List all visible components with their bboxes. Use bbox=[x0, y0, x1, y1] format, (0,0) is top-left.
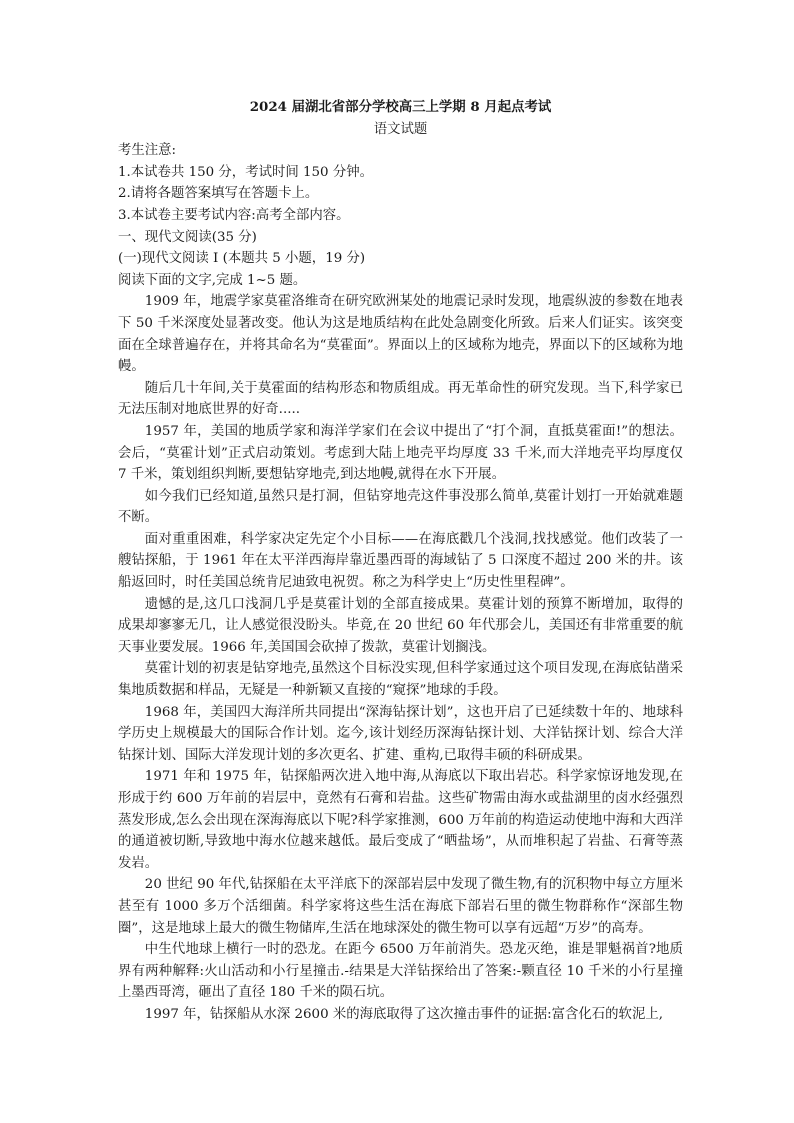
passage-paragraph: 遗憾的是,这几口浅洞几乎是莫霍计划的全部直接成果。莫霍计划的预算不断增加，取得的成果却寥寥无几，让人感觉很没盼头。毕竟,在 20 世纪 60 年代那会儿，美国还有非常重要的航天事业要发展。1966 年,美国国会砍掉了拨款，莫霍计划搁浅。 bbox=[118, 596, 683, 655]
passage-paragraph: 随后几十年间,关于莫霍面的结构形态和物质组成。再无革命性的研究发现。当下,科学家已无法压制对地底世界的好奇..... bbox=[118, 380, 683, 418]
section-subheading: (一)现代文阅读 I (本题共 5 小题，19 分) bbox=[118, 251, 366, 267]
passage-paragraph: 面对重重困难，科学家决定先定个小目标——在海底戳几个浅洞,找找感觉。他们改装了一艘钻探船，于 1961 年在太平洋西海岸靠近墨西哥的海域钻了 5 口深度不超过 200 米的井。该船返回时，时任美国总统肯尼迪致电祝贺。称之为科学史上“历史性里程碑”。 bbox=[118, 531, 683, 591]
passage-paragraph: 1968 年，美国四大海洋所共同提出“深海钻探计划”，这也开启了已延续数十年的、地球科学历史上规模最大的国际合作计划。迄今,该计划经历深海钻探计划、大洋钻探计划、综合大洋钻探计划、国际大洋发现计划的多次更名、扩建、重构,已取得丰硕的科研成果。 bbox=[118, 704, 683, 763]
passage-paragraph: 如今我们已经知道,虽然只是打洞，但钻穿地壳这件事没那么简单,莫霍计划打一开始就难题不断。 bbox=[118, 488, 683, 526]
notice-item: 2.请将各题答案填写在答题卡上。 bbox=[118, 186, 319, 202]
notice-item: 3.本试卷主要考试内容:高考全部内容。 bbox=[118, 207, 350, 223]
passage-paragraph: 1957 年，美国的地质学家和海洋学家们在会议中提出了“打个洞，直抵莫霍面!”的想法。会后，“莫霍计划”正式启动策划。考虑到大陆上地壳平均厚度 33 千米,而大洋地壳平均厚度仅 7 千米，策划组织判断,要想钻穿地壳,到达地幔,就得在水下开展。 bbox=[118, 423, 683, 483]
exam-subtitle: 语文试题 bbox=[373, 121, 428, 137]
exam-title: 2024 届湖北省部分学校高三上学期 8 月起点考试 bbox=[249, 99, 552, 115]
passage-paragraph: 1909 年，地震学家莫霍洛维奇在研究欧洲某处的地震记录时发现，地震纵波的参数在地表下 50 千米深度处显著改变。他认为这是地质结构在此处急剧变化所致。后来人们证实。该突变面在全球普遍存在，并将其命名为“莫霍面”。界面以上的区域称为地壳，界面以下的区域称为地幔。 bbox=[118, 294, 683, 375]
passage-paragraph: 莫霍计划的初衷是钻穿地壳,虽然这个目标没实现,但科学家通过这个项目发现,在海底钻凿采集地质数据和样品，无疑是一种新颖又直接的“窥探”地球的手段。 bbox=[118, 661, 683, 699]
section-heading: 一、现代文阅读(35 分) bbox=[118, 229, 257, 245]
exam-page bbox=[118, 97, 683, 1026]
passage-paragraph: 中生代地球上横行一时的恐龙。在距今 6500 万年前消失。恐龙灭绝，谁是罪魁祸首?地质界有两种解释:火山活动和小行星撞击.-结果是大洋钻探给出了答案:-颗直径 10 千米的小行星撞上墨西哥湾，砸出了直径 180 千米的陨石坑。 bbox=[118, 942, 683, 1001]
passage-paragraph: 20 世纪 90 年代,钻探船在太平洋底下的深部岩层中发现了微生物,有的沉积物中每立方厘米甚至有 1000 多万个活细菌。科学家将这些生活在海底下部岩石里的微生物群称作“深部生物圈”，这是地球上最大的微生物储库,生活在地球深处的微生物可以享有远超“万岁”的高寿。 bbox=[118, 877, 683, 936]
notice-item: 1.本试卷共 150 分，考试时间 150 分钟。 bbox=[118, 164, 373, 180]
passage-paragraph: 1971 年和 1975 年，钻探船两次进入地中海,从海底以下取出岩芯。科学家惊讶地发现,在形成于约 600 万年前的岩层中，竟然有石膏和岩盐。这些矿物需由海水或盐湖里的卤水经强烈蒸发形成,怎么会出现在深海海底以下呢?科学家推测，600 万年前的构造运动使地中海和大西洋的通道被切断,导致地中海水位越来越低。最后变成了“晒盐场”，从而堆积起了岩盐、石膏等蒸发岩。 bbox=[118, 769, 683, 871]
section-instruction: 阅读下面的文字,完成 1~5 题。 bbox=[118, 272, 307, 288]
passage-paragraph: 1997 年，钻探船从水深 2600 米的海底取得了这次撞击事件的证据:富含化石的软泥上, bbox=[144, 1006, 663, 1022]
notice-heading: 考生注意: bbox=[118, 143, 177, 159]
